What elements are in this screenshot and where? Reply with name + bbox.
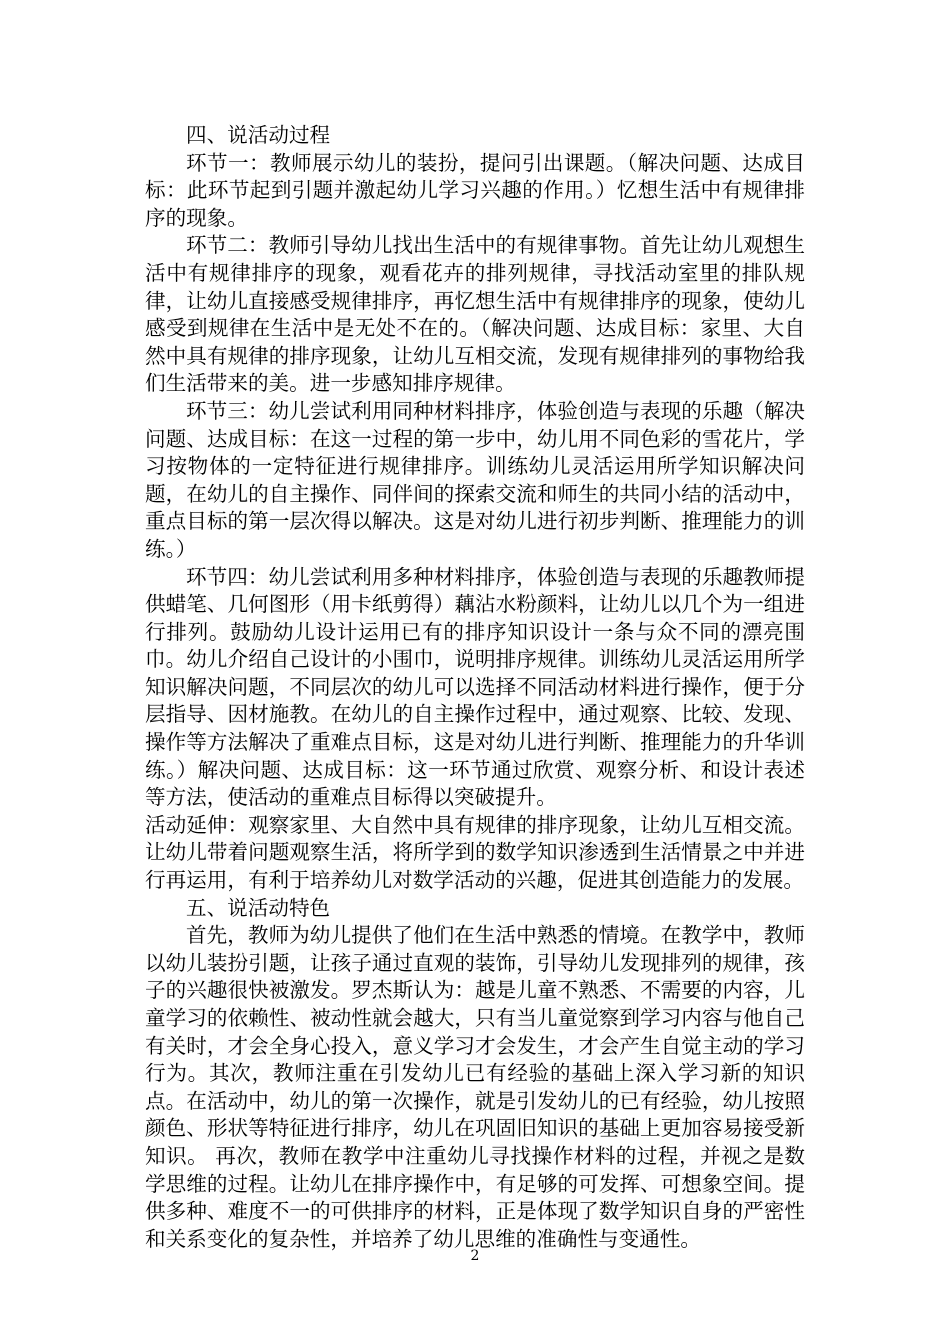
document-body bbox=[145, 122, 805, 1253]
paragraph-activity-extension: 活动延伸：观察家里、大自然中具有规律的排序现象，让幼儿互相交流。让幼儿带着问题观察生活，将所学到的数学知识渗透到生活情景之中并进行再运用，有利于培养幼儿对数学活动的兴趣，促进其创造能力的发展。 bbox=[145, 812, 805, 893]
paragraph-activity-features: 首先，教师为幼儿提供了他们在生活中熟悉的情境。在教学中，教师以幼儿装扮引题，让孩子通过直观的装饰，引导幼儿发现排列的规律，孩子的兴趣很快被激发。罗杰斯认为：越是儿童不熟悉、不需要的内容，儿童学习的依赖性、被动性就会越大，只有当儿童觉察到学习内容与他自己有关时，才会全身心投入，意义学习才会发生，才会产生自觉主动的学习行为。其次，教师注重在引发幼儿已有经验的基础上深入学习新的知识点。在活动中，幼儿的第一次操作，就是引发幼儿的已有经验，幼儿按照颜色、形状等特征进行排序，幼儿在巩固旧知识的基础上更加容易接受新知识。 再次，教师在教学中注重幼儿寻找操作材料的过程，并视之是数学思维的过程。让幼儿在排序操作中，有足够的可发挥、可想象空间。提供多种、难度不一的可供排序的材料，正是体现了数学知识自身的严密性和关系变化的复杂性，并培养了幼儿思维的准确性与变通性。 bbox=[145, 923, 805, 1251]
section-heading-activity-process: 四、说活动过程 bbox=[186, 123, 331, 147]
paragraph-step-4: 环节四：幼儿尝试利用多种材料排序，体验创造与表现的乐趣教师提供蜡笔、几何图形（用卡纸剪得）藕沾水粉颜料，让幼儿以几个为一组进行排列。鼓励幼儿设计运用已有的排序知识设计一条与众不同的漂亮围巾。幼儿介绍自己设计的小围巾，说明排序规律。训练幼儿灵活运用所学知识解决问题，不同层次的幼儿可以选择不同活动材料进行操作，便于分层指导、因材施教。在幼儿的自主操作过程中，通过观察、比较、发现、操作等方法解决了重难点目标，这是对幼儿进行判断、推理能力的升华训练。）解决问题、达成目标：这一环节通过欣赏、观察分析、和设计表述等方法，使活动的重难点目标得以突破提升。 bbox=[145, 564, 805, 810]
section-heading-activity-features: 五、说活动特色 bbox=[186, 895, 331, 920]
page-number: 2 bbox=[470, 1248, 480, 1264]
paragraph-step-1: 环节一：教师展示幼儿的装扮，提问引出课题。（解决问题、达成目标：此环节起到引题并激起幼儿学习兴趣的作用。）忆想生活中有规律排序的现象。 bbox=[145, 150, 805, 230]
paragraph-step-2: 环节二：教师引导幼儿找出生活中的有规律事物。首先让幼儿观想生活中有规律排序的现象，观看花卉的排列规律，寻找活动室里的排队规律，让幼儿直接感受规律排序，再忆想生活中有规律排序的现象，使幼儿感受到规律在生活中是无处不在的。（解决问题、达成目标：家里、大自然中具有规律的排序现象，让幼儿互相交流，发现有规律排列的事物给我们生活带来的美。进一步感知排序规律。 bbox=[145, 233, 805, 396]
paragraph-step-3: 环节三：幼儿尝试利用同种材料排序，体验创造与表现的乐趣（解决问题、达成目标：在这一过程的第一步中，幼儿用不同色彩的雪花片，学习按物体的一定特征进行规律排序。训练幼儿灵活运用所学知识解决问题，在幼儿的自主操作、同伴间的探索交流和师生的共同小结的活动中，重点目标的第一层次得以解决。这是对幼儿进行初步判断、推理能力的训练。） bbox=[145, 398, 805, 561]
